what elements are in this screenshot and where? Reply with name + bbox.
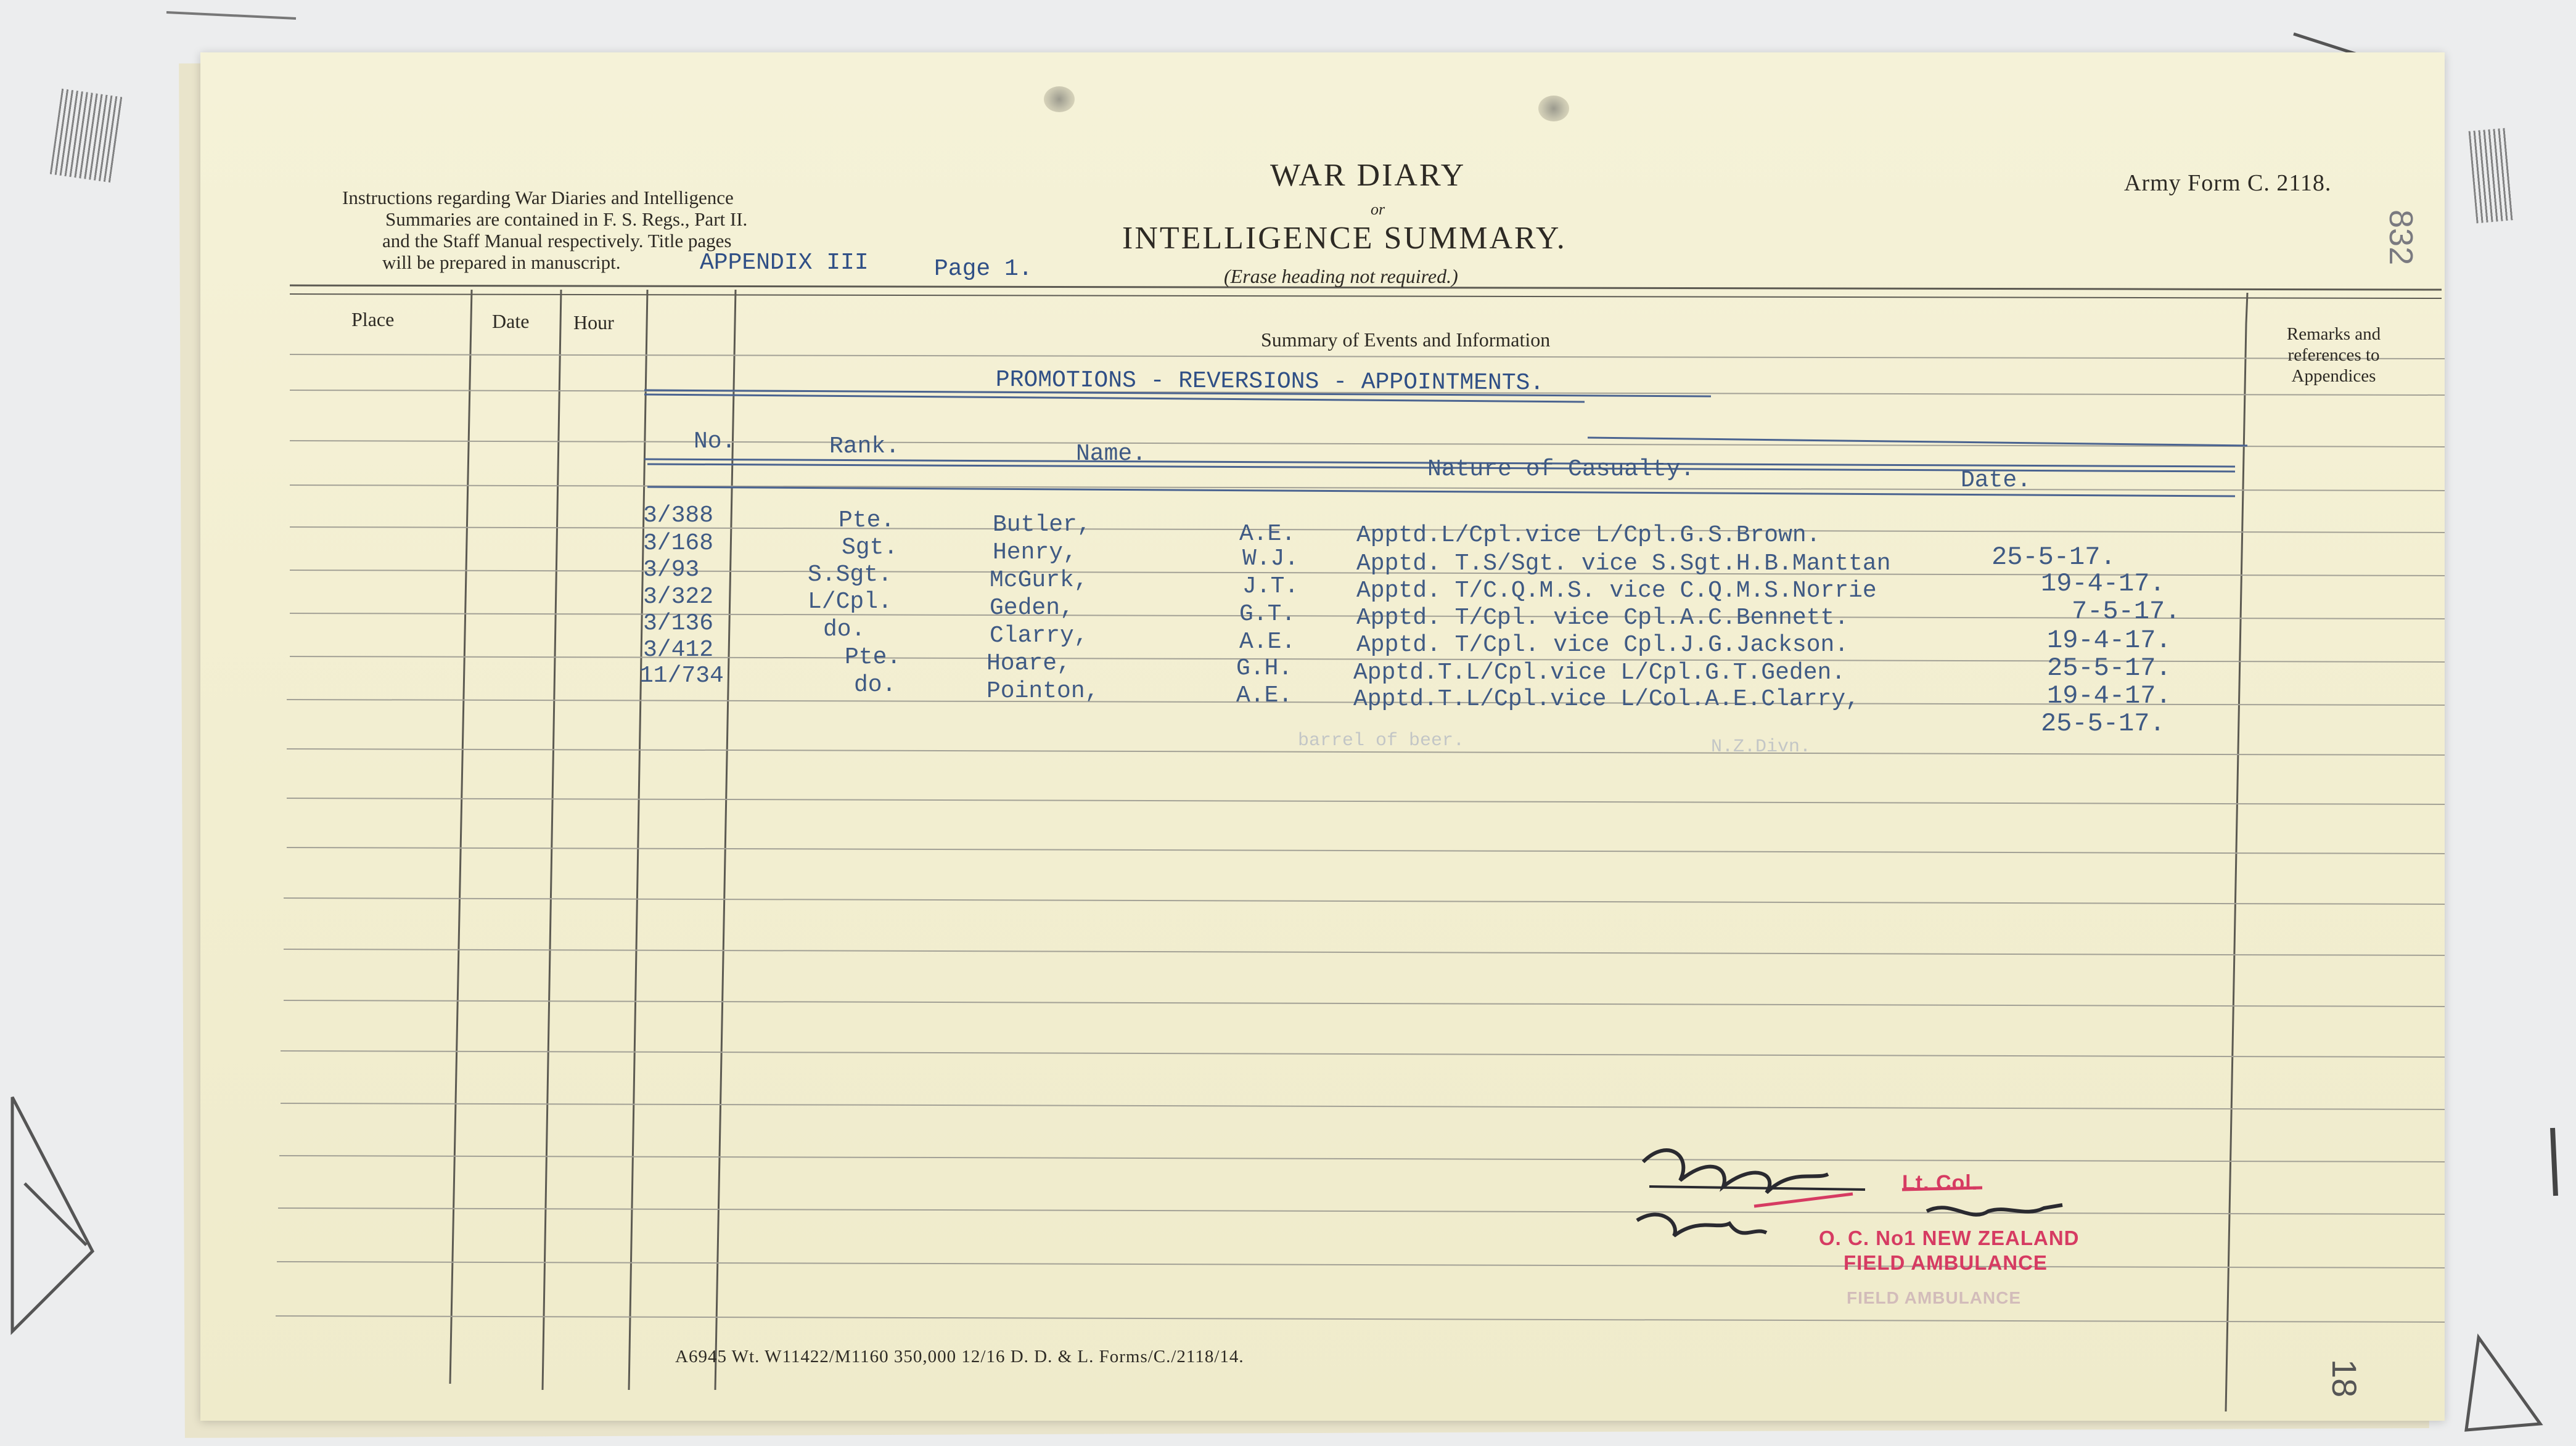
stamp-rank-struck: Lt. Col. [1902,1171,1979,1195]
row-rank: Sgt. [842,534,898,561]
typed-col-no: No. [694,428,736,455]
row-nature: Apptd. T.S/Sgt. vice S.Sgt.H.B.Manttan [1356,550,1891,577]
row-nature: Apptd.T.L/Cpl.vice L/Cpl.G.T.Geden. [1353,660,1846,686]
form-print-code: A6945 Wt. W11422/M1160 350,000 12/16 D. D. & L. Forms/C./2118/14. [675,1347,1244,1366]
row-date: 25-5-17. [2047,653,2172,683]
row-nature: Apptd. T/Cpl. vice Cpl.A.C.Bennett. [1356,605,1849,631]
row-initials: J.T. [1242,573,1299,600]
row-no: 3/168 [643,530,714,557]
remarks-line: Remarks and [2286,324,2381,344]
row-surname: Butler, [993,512,1091,538]
row-nature: Apptd.T.L/Cpl.vice L/Col.A.E.Clarry, [1353,686,1860,713]
row-initials: G.T. [1239,601,1296,627]
row-nature: Apptd. T/C.Q.M.S. vice C.Q.M.S.Norrie [1356,578,1877,604]
col-header-summary: Summary of Events and Information [1261,329,1551,351]
war-diary-page [200,52,2445,1421]
row-surname: Hoare, [987,650,1071,677]
show-through-text: N.Z.Divn. [1711,737,1811,758]
title-intelligence-summary: INTELLIGENCE SUMMARY. [1122,221,1567,256]
row-rank: L/Cpl. [808,589,892,615]
row-date: 19-4-17. [2047,681,2172,711]
row-rank: Pte. [845,644,901,671]
row-initials: A.E. [1239,521,1296,547]
col-header-date: Date [492,310,530,332]
row-no: 3/412 [643,637,714,663]
typed-col-date: Date. [1961,467,2032,494]
col-header-place: Place [351,308,395,330]
folio-number-top: 832 [2382,210,2419,266]
stamp-faint-show-through: FIELD AMBULANCE [1847,1288,2022,1307]
appendix-label: APPENDIX III [700,250,869,276]
typed-heading: PROMOTIONS - REVERSIONS - APPOINTMENTS. [995,367,1544,397]
row-no: 3/322 [643,584,714,610]
instruction-line: Instructions regarding War Diaries and Intelligence [342,187,734,208]
stamp-line-1: O. C. No1 NEW ZEALAND [1819,1227,2080,1249]
instruction-line: and the Staff Manual respectively. Title pages [382,230,732,251]
remarks-line: Appendices [2291,366,2376,386]
page-label: Page 1. [934,256,1033,282]
row-nature: Apptd.L/Cpl.vice L/Cpl.G.S.Brown. [1356,522,1821,549]
army-form-number: Army Form C. 2118. [2124,170,2332,196]
row-rank: do. [854,672,896,698]
col-header-hour: Hour [573,311,614,333]
row-nature: Apptd. T/Cpl. vice Cpl.J.G.Jackson. [1356,632,1849,658]
typed-col-rank: Rank. [829,433,900,460]
stamp-line-2: FIELD AMBULANCE [1844,1251,2048,1274]
row-no: 11/734 [639,663,724,689]
typed-col-name: Name. [1076,441,1147,467]
title-or: or [1371,200,1385,218]
erase-note: (Erase heading not required.) [1224,265,1458,287]
row-date: 25-5-17. [2041,709,2165,738]
row-surname: Pointon, [987,678,1099,705]
row-date: 19-4-17. [2041,569,2165,598]
row-date: 7-5-17. [2072,597,2181,626]
show-through-text: barrel of beer. [1298,730,1465,751]
row-no: 3/388 [643,502,714,529]
row-surname: Henry, [993,539,1077,566]
row-surname: Clarry, [990,623,1088,649]
row-surname: Geden, [990,595,1074,621]
row-no: 3/93 [643,557,700,583]
folio-number-bottom: 18 [2325,1359,2364,1398]
instruction-line: will be prepared in manuscript. [382,251,621,273]
row-date: 19-4-17. [2047,626,2172,655]
instruction-line: Summaries are contained in F. S. Regs., Part II. [385,208,748,230]
row-initials: A.E. [1239,629,1296,655]
handwritten-signature [200,52,2445,1421]
row-surname: McGurk, [990,567,1088,594]
row-initials: G.H. [1236,655,1293,682]
remarks-line: references to [2287,345,2380,365]
typed-col-nature: Nature of Casualty. [1427,456,1695,483]
title-war-diary: WAR DIARY [1270,158,1466,193]
row-date: 25-5-17. [1991,542,2116,572]
row-no: 3/136 [643,610,714,637]
row-rank: S.Sgt. [808,562,892,588]
row-rank: do. [823,616,866,643]
row-rank: Pte. [839,507,895,534]
row-initials: A.E. [1236,682,1293,709]
row-initials: W.J. [1242,545,1299,572]
